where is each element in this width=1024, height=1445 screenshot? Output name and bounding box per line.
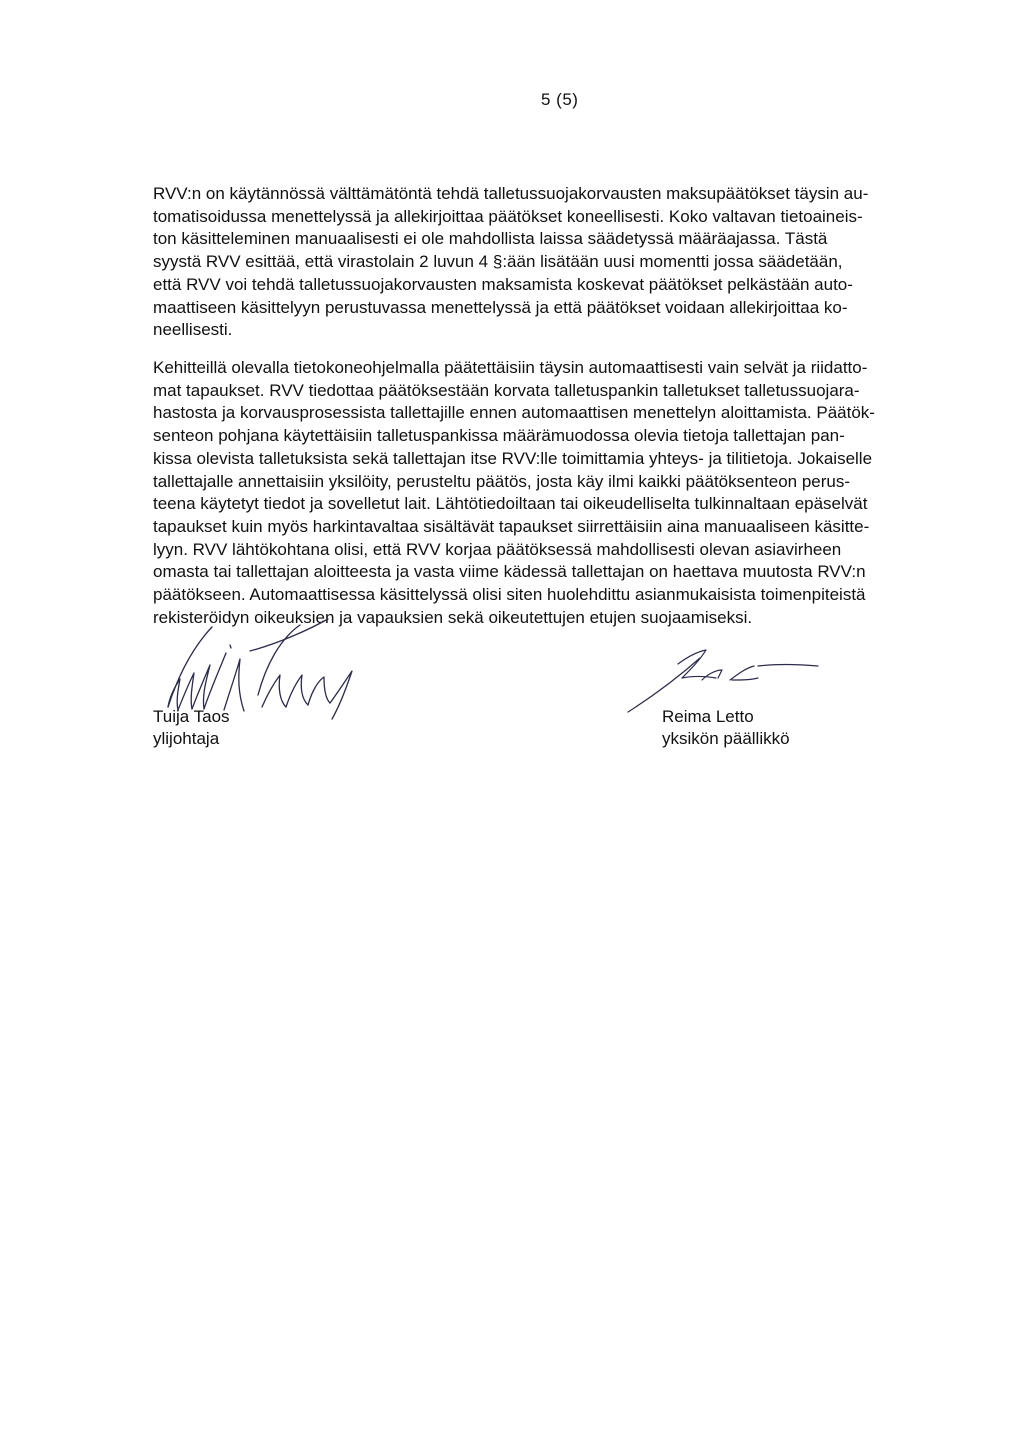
signatory-title: yksikön päällikkö bbox=[662, 729, 790, 748]
paragraph-line: senteon pohjana käytettäisiin talletuspankissa määrämuodossa olevia tietoja tallettajan pan- bbox=[153, 426, 845, 446]
paragraph-line: tallettajalle annettaisiin yksilöity, perusteltu päätös, josta käy ilmi kaikki päätöksenteon perus- bbox=[153, 471, 851, 491]
paragraph-line: tomatisoidussa menettelyssä ja allekirjoittaa päätökset koneellisesti. Koko valtavan tietoaineis- bbox=[153, 206, 863, 226]
paragraph-line: neellisesti. bbox=[153, 320, 233, 340]
paragraph-line: RVV:n on käytännössä välttämätöntä tehdä talletussuojakorvausten maksupäätökset täysin au- bbox=[153, 184, 869, 203]
signatory-right bbox=[662, 706, 790, 750]
paragraph-line: Kehitteillä olevalla tietokoneohjelmalla päätettäisiin täysin automaattisesti vain selvät ja riidatto- bbox=[153, 358, 868, 377]
signatory-name: Reima Letto bbox=[662, 707, 754, 726]
paragraph-software-processing bbox=[153, 357, 953, 629]
paragraph-automated-decisions bbox=[153, 183, 953, 342]
signatory-title: ylijohtaja bbox=[153, 729, 220, 748]
paragraph-line: tapaukset kuin myös harkintavaltaa sisältävät tapaukset siirrettäisiin aina manuaaliseen käsitte- bbox=[153, 516, 870, 536]
paragraph-line: että RVV voi tehdä talletussuojakorvausten maksamista koskevat päätökset pelkästään auto- bbox=[153, 274, 853, 294]
paragraph-line: ton käsitteleminen manuaalisesti ei ole mahdollista laissa säädetyssä määräajassa. Tästä bbox=[153, 229, 828, 249]
paragraph-line: kissa olevista talletuksista sekä tallettajan itse RVV:lle toimittamia yhteys- ja tilitietoja. Jokaiselle bbox=[153, 448, 873, 468]
paragraph-line: teena käytetyt tiedot ja sovelletut lait. Lähtötiedoiltaan tai oikeudelliselta tulkinnaltaan epäselvät bbox=[153, 494, 868, 514]
signatory-name: Tuija Taos bbox=[153, 707, 230, 726]
paragraph-line: omasta tai tallettajan aloitteesta ja vasta viime kädessä tallettajan on haettava muutosta RVV:n bbox=[153, 562, 866, 582]
page-number: 5 (5) bbox=[541, 90, 579, 109]
paragraph-line: rekisteröidyn oikeuksien ja vapauksien sekä oikeutettujen etujen suojaamiseksi. bbox=[153, 607, 753, 627]
paragraph-line: maattiseen käsittelyyn perustuvassa menettelyssä ja että päätökset voidaan allekirjoittaa ko- bbox=[153, 297, 848, 317]
paragraph-line: hastosta ja korvausprosessista tallettajille ennen automaattisen menettelyn aloittamista. Päätök- bbox=[153, 403, 875, 423]
paragraph-line: päätökseen. Automaattisessa käsittelyssä olisi siten huolehdittu asianmukaisista toimenpiteistä bbox=[153, 585, 866, 605]
paragraph-line: syystä RVV esittää, että virastolain 2 luvun 4 §:ään lisätään uusi momentti jossa säädetään, bbox=[153, 252, 843, 272]
paragraph-line: mat tapaukset. RVV tiedottaa päätöksestään korvata talletuspankin talletukset talletussuojara- bbox=[153, 380, 860, 400]
signatory-left bbox=[153, 706, 230, 750]
paragraph-line: lyyn. RVV lähtökohtana olisi, että RVV korjaa päätöksessä mahdollisesti olevan asiavirheen bbox=[153, 539, 842, 559]
